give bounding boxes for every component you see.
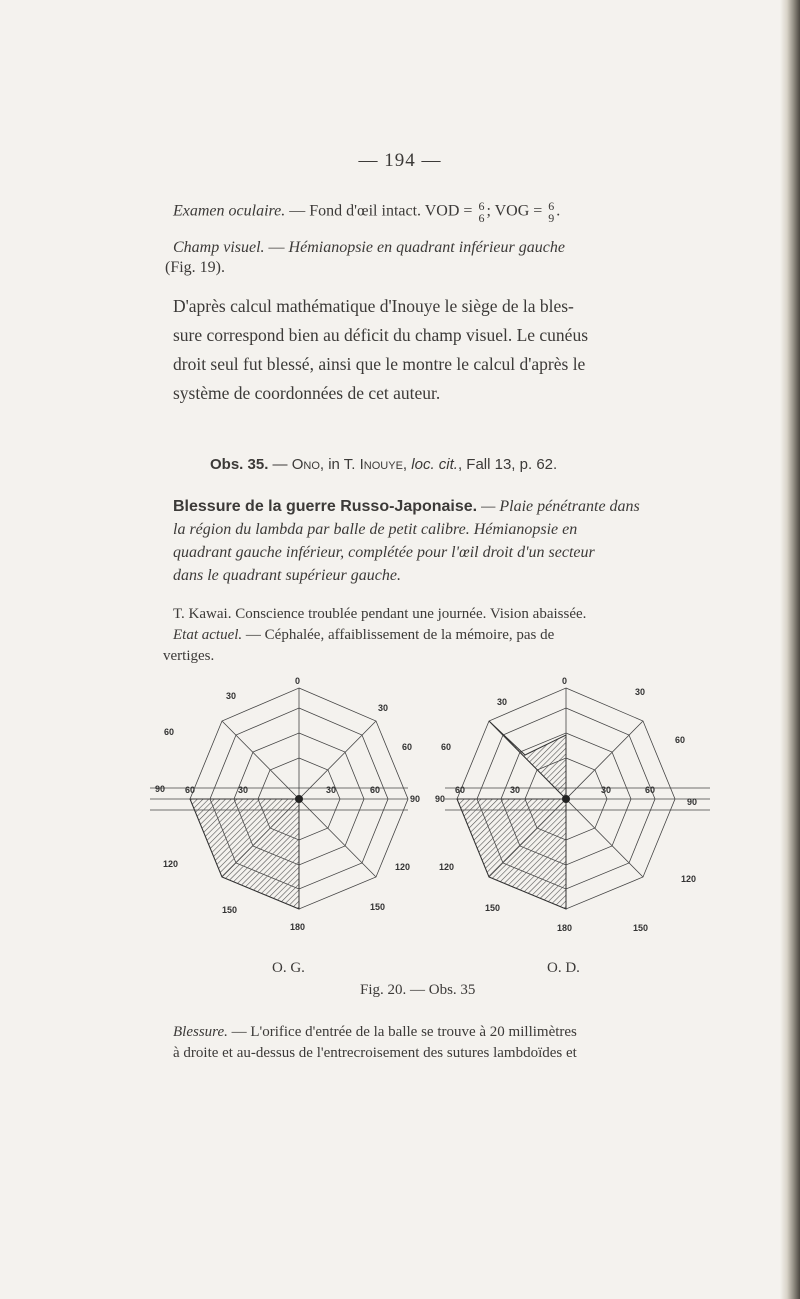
left-label-90: 90 bbox=[155, 784, 166, 794]
footer-line1-rest: — L'orifice d'entrée de la balle se trouve à 20 millimètres bbox=[231, 1024, 577, 1040]
paragraph-line: droit seul fut blessé, ainsi que le montre le calcul d'après le bbox=[173, 354, 586, 374]
right-label-60: 60 bbox=[441, 742, 452, 752]
left-label-60b: 60 bbox=[402, 742, 413, 752]
right-inner-60: 60 bbox=[455, 785, 466, 795]
right-label-180: 180 bbox=[557, 923, 573, 933]
left-inner-30b: 30 bbox=[326, 785, 337, 795]
right-label-150: 150 bbox=[485, 903, 501, 913]
blessure-title-line4: dans le quadrant supérieur gauche. bbox=[173, 567, 401, 584]
right-label-90b: 90 bbox=[687, 797, 698, 807]
paragraph-line: sure correspond bien au déficit du champ visuel. Le cunéus bbox=[173, 325, 589, 345]
page-number: — 194 — bbox=[358, 150, 442, 171]
champ-value: Hémianopsie en quadrant inférieur gauche bbox=[288, 239, 565, 256]
right-label-90: 90 bbox=[435, 794, 446, 804]
page-edge-shadow bbox=[780, 0, 800, 1299]
vod-numerator: 6 bbox=[478, 199, 485, 213]
paragraph bbox=[173, 292, 733, 408]
history-line2 bbox=[173, 625, 554, 645]
exam-label: Examen oculaire. bbox=[173, 202, 286, 220]
left-label-180: 180 bbox=[290, 922, 306, 932]
left-blind-area bbox=[190, 799, 299, 909]
left-label-120: 120 bbox=[163, 859, 179, 869]
right-label-60b: 60 bbox=[675, 735, 686, 745]
left-label-top-30b: 30 bbox=[378, 703, 389, 713]
footer-line1 bbox=[173, 1022, 577, 1042]
exam-end: . bbox=[556, 202, 561, 220]
right-blind-area bbox=[457, 721, 566, 909]
left-label-top-0: 0 bbox=[295, 676, 301, 686]
exam-sep: ; VOG = bbox=[486, 202, 543, 220]
left-inner-60b: 60 bbox=[370, 785, 381, 795]
right-inner-30: 30 bbox=[510, 785, 521, 795]
history-line1: T. Kawai. Conscience troublée pendant une journée. Vision abaissée. bbox=[173, 606, 587, 622]
right-inner-30b: 30 bbox=[601, 785, 612, 795]
history-line3: vertiges. bbox=[163, 648, 215, 664]
exam-line bbox=[173, 200, 560, 224]
right-label-120: 120 bbox=[439, 862, 455, 872]
champ-line bbox=[173, 238, 565, 257]
left-label-120b: 120 bbox=[395, 862, 411, 872]
vod-denominator: 6 bbox=[478, 211, 485, 225]
champ-fig-ref: (Fig. 19). bbox=[165, 259, 225, 276]
obs-cited: Inouye bbox=[359, 456, 403, 473]
figure-caption: Fig. 20. — Obs. 35 bbox=[360, 982, 476, 998]
obs-heading: Obs. 35. — Ono, in T. Inouye, loc. cit., Fall 13, p. 62. bbox=[210, 456, 558, 473]
figure-label-og: O. G. bbox=[272, 960, 305, 976]
vod-fraction bbox=[478, 200, 484, 224]
etat-label: Etat actuel. bbox=[173, 627, 243, 643]
right-inner-60b: 60 bbox=[645, 785, 656, 795]
obs-loc: loc. cit. bbox=[411, 456, 458, 473]
figure-label-od: O. D. bbox=[547, 960, 580, 976]
obs-number: Obs. 35. bbox=[210, 456, 269, 473]
paragraph-line: D'après calcul mathématique d'Inouye le siège de la bles- bbox=[173, 296, 574, 316]
obs-author: Ono bbox=[291, 456, 320, 473]
right-label-120b: 120 bbox=[681, 874, 697, 884]
blessure-title-bold: Blessure de la guerre Russo-Japonaise. bbox=[173, 498, 478, 515]
blessure-title-line2: la région du lambda par balle de petit calibre. Hémianopsie en bbox=[173, 521, 578, 538]
left-label-150b: 150 bbox=[370, 902, 386, 912]
obs-dash: — bbox=[272, 456, 288, 473]
right-label-top-0: 0 bbox=[562, 676, 568, 686]
left-label-60: 60 bbox=[164, 727, 175, 737]
visual-field-chart-left bbox=[140, 675, 430, 945]
vog-fraction bbox=[548, 200, 554, 224]
left-label-top-30: 30 bbox=[226, 691, 237, 701]
right-label-top-30: 30 bbox=[497, 697, 508, 707]
vog-numerator: 6 bbox=[548, 199, 555, 213]
blessure-title-line3: quadrant gauche inférieur, complétée pour l'œil droit d'un secteur bbox=[173, 544, 595, 561]
right-label-top-30b: 30 bbox=[635, 687, 646, 697]
left-inner-60: 60 bbox=[185, 785, 196, 795]
champ-label: Champ visuel. bbox=[173, 239, 265, 256]
right-fixation-point bbox=[562, 795, 570, 803]
exam-text: — Fond d'œil intact. VOD = bbox=[289, 202, 473, 220]
right-label-150b: 150 bbox=[633, 923, 649, 933]
vog-denominator: 9 bbox=[548, 211, 555, 225]
left-label-150: 150 bbox=[222, 905, 238, 915]
left-fixation-point bbox=[295, 795, 303, 803]
paragraph-line: système de coordonnées de cet auteur. bbox=[173, 383, 441, 403]
blessure-title-line1 bbox=[173, 497, 640, 516]
footer-label: Blessure. bbox=[173, 1024, 228, 1040]
left-inner-30: 30 bbox=[238, 785, 249, 795]
obs-in: , in T. bbox=[319, 456, 356, 473]
champ-dash: — bbox=[268, 239, 285, 256]
left-label-90b: 90 bbox=[410, 794, 421, 804]
obs-rest: , Fall 13, p. 62. bbox=[457, 456, 558, 473]
visual-field-chart-right bbox=[435, 675, 725, 945]
blessure-title-rest: — Plaie pénétrante dans bbox=[481, 498, 640, 515]
history-line2-rest: — Céphalée, affaiblissement de la mémoire, pas de bbox=[245, 627, 555, 643]
footer-line2: à droite et au-dessus de l'entrecroisement des sutures lambdoïdes et bbox=[173, 1045, 577, 1061]
